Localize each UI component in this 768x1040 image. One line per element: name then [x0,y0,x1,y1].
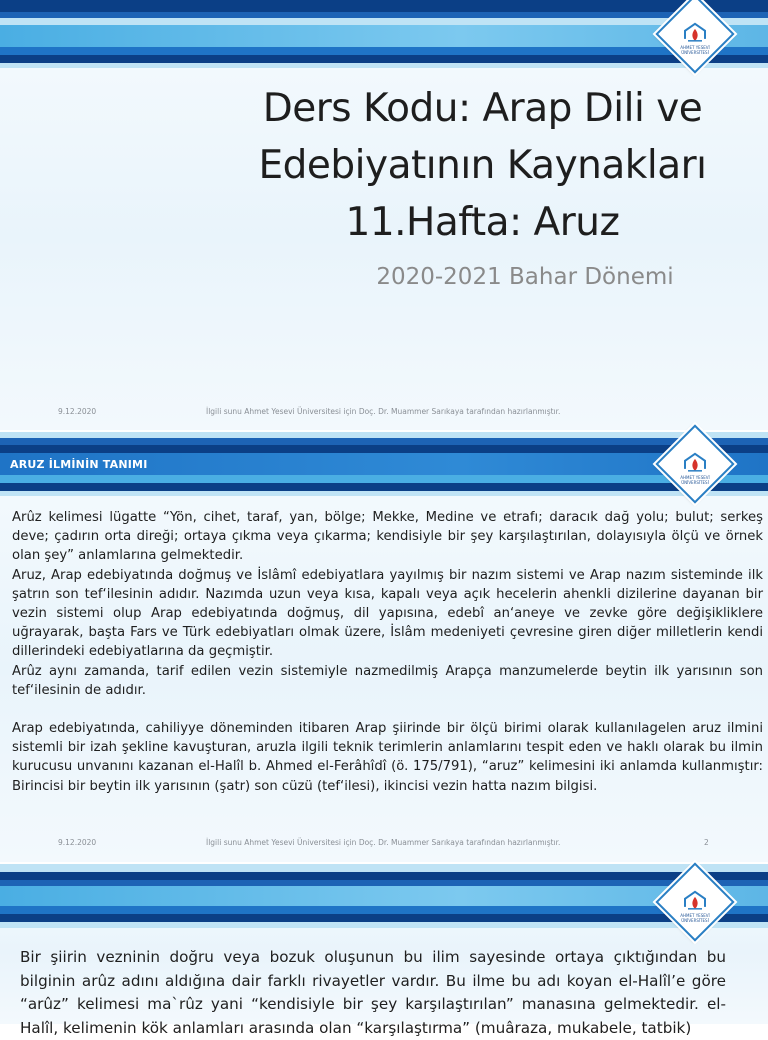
logo-emblem-icon [667,9,723,65]
logo-text-2: ÜNİVERSİTESİ [681,479,709,485]
title-line-2: Edebiyatının Kaynakları [258,143,707,188]
paragraph-2: Aruz, Arap edebiyatında doğmuş ve İslâmî edebiyatlara yayılmış bir nazım sistemi ve Arap nazım sisteminde ilk şatrın son tef‘ilesinin adıdır. Nazımda uzun veya kısa, kapalı veya açık hecelerin ahenkli dizilerine dayanan bir vezin sistemi olup Arap edebiyatında doğmuş, dil yapısına, edebî an‘aneye ve zevke göre değişikliklere uğrayarak, başta Fars ve Türk edebiyatları olmak üzere, İslâm medeniyeti çevresine giren diğer milletlerin kendi dillerindeki edebiyatlarına da geçmiştir. [12,567,763,660]
footer-date: 9.12.2020 [58,838,97,847]
footer-note: İlgili sunu Ahmet Yesevi Üniversitesi için Doç. Dr. Muammer Sarıkaya tarafından hazırlanmıştır. [206,838,561,847]
logo-emblem-icon [667,877,723,933]
paragraph-1: Arûz kelimesi lügatte “Yön, cihet, taraf, yan, bölge; Mekke, Medine ve etrafı; daracık dağ yolu; bulut; serkeş deve; çadırın orta direği; ortaya çıkma veya çıkarma; kendisiyle bir şey karşılaştırılan, dolayısıyla ölçü ve örnek olan şey” anlamlarına gelmektedir. [12,510,763,564]
logo-text-1: AHMET YESEVİ [680,44,710,50]
paragraph-4: Arap edebiyatında, cahiliyye döneminden itibaren Arap şiirinde bir ölçü birimi olarak kullanılagelen aruz ilmini sistemli bir izah şekline kavuşturan, aruzla ilgili teknik terimlerin anlamlarını tespit eden ve haklı olarak bu ilmin kurucusu unvanını kazanan el-Halîl b. Ahmed el-Ferâhîdî (ö. 175/791), “aruz” kelimesini iki anlamda kullanmıştır: Birincisi bir beytin ilk yarısının (şatr) son cüzü (tef‘ilesi), ikincisi vezin hatta nazım bilgisi. [12,721,763,794]
university-logo [655,0,734,74]
definition-text [12,508,763,796]
content-paragraph: Bir şiirin vezninin doğru veya bozuk oluşunun bu ilim sayesinde ortaya çıktığından bu bilginin arûz adını aldığına dair farklı rivayetler vardır. Bu ilme bu adı koyan el-Halîl’e göre “arûz” kelimesi ma`rûz yani “kendisiyle bir şey karşılaştırılan” manasına gelmektedir. el-Halîl, kelimenin kök anlamları arasında olan “karşılaştırma” (muâraza, mukabele, tatbik) [20,948,726,1037]
logo-text-1: AHMET YESEVİ [680,912,710,918]
definition-slide [0,432,768,862]
paragraph-3: Arûz aynı zamanda, tarif edilen vezin sistemiyle nazmedilmiş Arapça manzumelerde beytin ilk yarısının son tef‘ilesinin de adıdır. [12,663,763,698]
logo-emblem-icon [667,439,723,495]
section-title: ARUZ İLMİNİN TANIMI [10,458,148,471]
footer-note: İlgili sunu Ahmet Yesevi Üniversitesi için Doç. Dr. Muammer Sarıkaya tarafından hazırlanmıştır. [206,407,561,416]
page-number: 2 [704,838,709,847]
logo-text-1: AHMET YESEVİ [680,474,710,480]
slide-title [230,80,735,251]
logo-text-2: ÜNİVERSİTESİ [681,49,709,55]
title-slide [0,0,768,430]
logo-text-2: ÜNİVERSİTESİ [681,917,709,923]
title-line-3: 11.Hafta: Aruz [345,200,620,245]
footer-date: 9.12.2020 [58,407,97,416]
content-slide [0,864,768,1037]
slide-subtitle: 2020-2021 Bahar Dönemi [376,264,674,290]
title-line-1: Ders Kodu: Arap Dili ve [262,86,703,131]
